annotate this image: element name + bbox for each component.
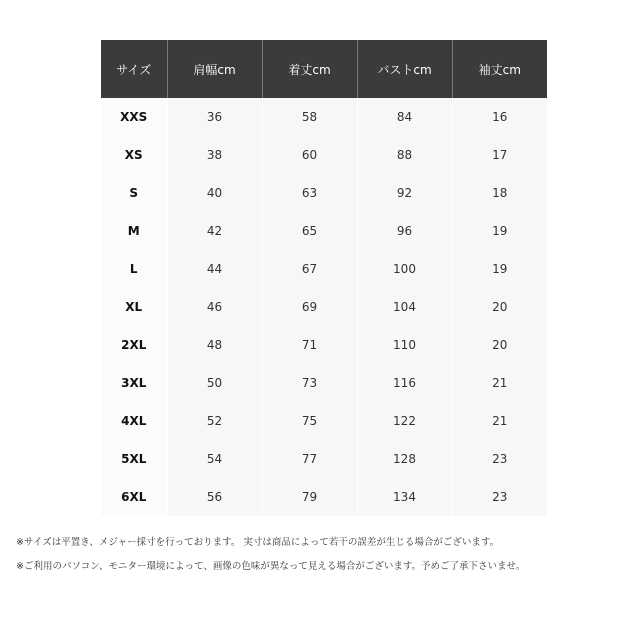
cell-bust: 96	[357, 212, 452, 250]
cell-sleeve-length: 16	[452, 98, 547, 136]
table-row	[101, 136, 547, 174]
cell-length: 67	[262, 250, 357, 288]
header-length: 着丈cm	[262, 40, 357, 98]
cell-size: M	[101, 212, 167, 250]
cell-bust: 110	[357, 326, 452, 364]
cell-shoulder-width: 50	[167, 364, 262, 402]
table-row	[101, 326, 547, 364]
cell-shoulder-width: 52	[167, 402, 262, 440]
cell-size: 6XL	[101, 478, 167, 516]
header-shoulder-width: 肩幅cm	[167, 40, 262, 98]
table-row	[101, 288, 547, 326]
note-color: ※ご利用のパソコン、モニター環境によって、画像の色味が異なって見える場合がございます。予めご了承下さいませ。	[16, 561, 526, 572]
table-row	[101, 98, 547, 136]
notes	[16, 534, 626, 582]
cell-bust: 116	[357, 364, 452, 402]
cell-size: 4XL	[101, 402, 167, 440]
cell-size: XXS	[101, 98, 167, 136]
cell-bust: 104	[357, 288, 452, 326]
cell-length: 58	[262, 98, 357, 136]
cell-sleeve-length: 21	[452, 402, 547, 440]
cell-sleeve-length: 20	[452, 288, 547, 326]
header-size: サイズ	[101, 40, 167, 98]
cell-shoulder-width: 40	[167, 174, 262, 212]
header-bust: バストcm	[357, 40, 452, 98]
cell-length: 73	[262, 364, 357, 402]
cell-bust: 122	[357, 402, 452, 440]
cell-size: XS	[101, 136, 167, 174]
cell-length: 71	[262, 326, 357, 364]
size-table-header-row	[101, 40, 547, 98]
cell-shoulder-width: 38	[167, 136, 262, 174]
cell-bust: 134	[357, 478, 452, 516]
cell-shoulder-width: 48	[167, 326, 262, 364]
cell-size: 3XL	[101, 364, 167, 402]
cell-sleeve-length: 17	[452, 136, 547, 174]
cell-size: L	[101, 250, 167, 288]
cell-shoulder-width: 36	[167, 98, 262, 136]
cell-shoulder-width: 42	[167, 212, 262, 250]
cell-bust: 92	[357, 174, 452, 212]
cell-length: 63	[262, 174, 357, 212]
cell-shoulder-width: 44	[167, 250, 262, 288]
cell-shoulder-width: 56	[167, 478, 262, 516]
size-table	[101, 40, 547, 516]
cell-sleeve-length: 18	[452, 174, 547, 212]
cell-size: 2XL	[101, 326, 167, 364]
table-row	[101, 174, 547, 212]
cell-length: 77	[262, 440, 357, 478]
table-row	[101, 478, 547, 516]
cell-length: 60	[262, 136, 357, 174]
header-sleeve-length: 袖丈cm	[452, 40, 547, 98]
cell-sleeve-length: 20	[452, 326, 547, 364]
table-row	[101, 440, 547, 478]
cell-size: 5XL	[101, 440, 167, 478]
cell-sleeve-length: 19	[452, 250, 547, 288]
size-table-body	[101, 98, 547, 516]
cell-sleeve-length: 19	[452, 212, 547, 250]
cell-bust: 128	[357, 440, 452, 478]
cell-length: 69	[262, 288, 357, 326]
cell-bust: 100	[357, 250, 452, 288]
table-row	[101, 402, 547, 440]
cell-size: S	[101, 174, 167, 212]
cell-length: 75	[262, 402, 357, 440]
cell-sleeve-length: 21	[452, 364, 547, 402]
cell-sleeve-length: 23	[452, 478, 547, 516]
cell-bust: 84	[357, 98, 452, 136]
cell-shoulder-width: 54	[167, 440, 262, 478]
cell-length: 79	[262, 478, 357, 516]
table-row	[101, 212, 547, 250]
table-row	[101, 250, 547, 288]
note-measurement: ※サイズは平置き、メジャー採寸を行っております。 実寸は商品によって若干の誤差が生じる場合がございます。	[16, 537, 500, 548]
cell-sleeve-length: 23	[452, 440, 547, 478]
cell-size: XL	[101, 288, 167, 326]
cell-shoulder-width: 46	[167, 288, 262, 326]
cell-bust: 88	[357, 136, 452, 174]
table-row	[101, 364, 547, 402]
cell-length: 65	[262, 212, 357, 250]
